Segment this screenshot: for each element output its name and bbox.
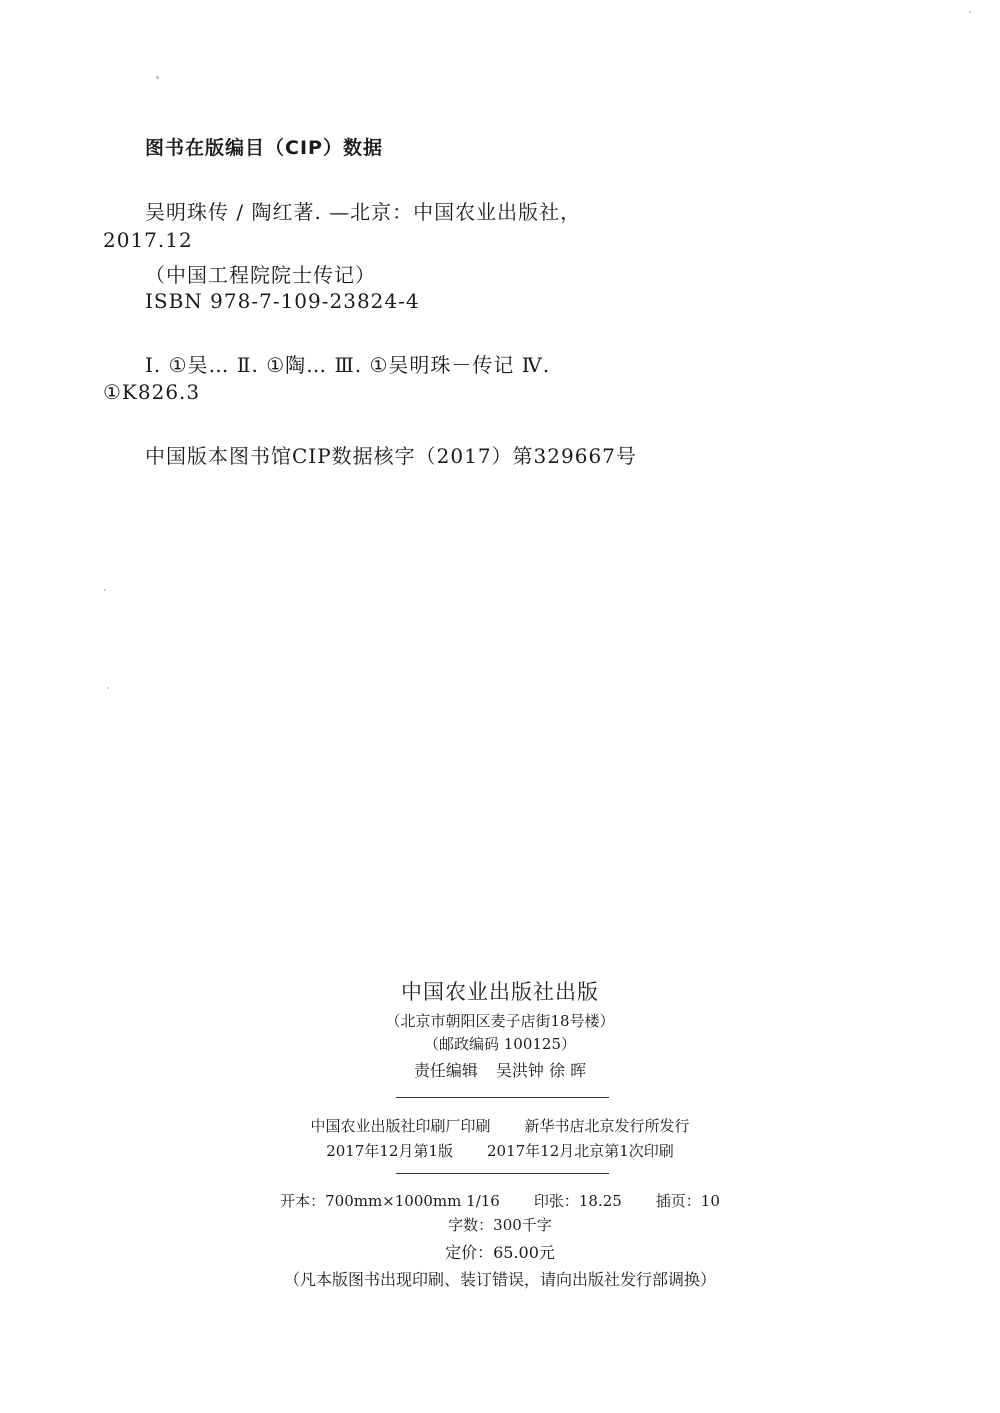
scan-speck [107, 687, 109, 689]
editors-names: 吴洪钟 徐 晖 [495, 1061, 587, 1080]
cip-heading: 图书在版编目（CIP）数据 [145, 137, 383, 159]
printer: 中国农业出版社印刷厂印刷 [310, 1117, 491, 1135]
book-format: 开本：700mm×1000mm 1/16 [280, 1192, 500, 1210]
cip-title-author-line: 吴明珠传 / 陶红著. —北京：中国农业出版社， [145, 200, 582, 224]
cip-date-line: 2017.12 [103, 228, 193, 252]
scan-speck [969, 11, 971, 13]
publisher-name: 中国农业出版社出版 [401, 980, 599, 1004]
book-specs-line [0, 1190, 1000, 1211]
printing: 2017年12月北京第1次印刷 [487, 1142, 674, 1160]
edition: 2017年12月第1版 [326, 1142, 453, 1160]
word-count: 字数：300千字 [448, 1216, 552, 1234]
plate-pages: 插页：10 [655, 1192, 720, 1210]
divider-rule [396, 1173, 609, 1174]
publisher-address: （北京市朝阳区麦子店街18号楼） [385, 1012, 615, 1030]
printed-sheets: 印张：18.25 [533, 1192, 622, 1210]
cip-classification-line: ①K826.3 [103, 380, 201, 404]
scan-speck [104, 589, 106, 591]
cip-subject-line: Ⅰ. ①吴… Ⅱ. ①陶… Ⅲ. ①吴明珠－传记 Ⅳ. [145, 353, 551, 377]
publisher-postcode: （邮政编码 100125） [423, 1035, 577, 1053]
responsible-editors [0, 1058, 1000, 1081]
distributor: 新华书店北京发行所发行 [524, 1117, 690, 1135]
cip-series-line: （中国工程院院士传记） [145, 263, 376, 287]
cip-isbn-line: ISBN 978-7-109-23824-4 [145, 289, 420, 313]
printer-distributor-line [0, 1115, 1000, 1136]
price: 定价：65.00元 [445, 1243, 555, 1262]
scan-speck [156, 76, 159, 79]
edition-printing-line [0, 1140, 1000, 1161]
defect-notice: （凡本版图书出现印刷、装订错误，请向出版社发行部调换） [283, 1270, 716, 1289]
editors-label: 责任编辑 [413, 1061, 478, 1080]
cip-record-number-line: 中国版本图书馆CIP数据核字（2017）第329667号 [145, 444, 637, 468]
divider-rule [396, 1097, 609, 1098]
